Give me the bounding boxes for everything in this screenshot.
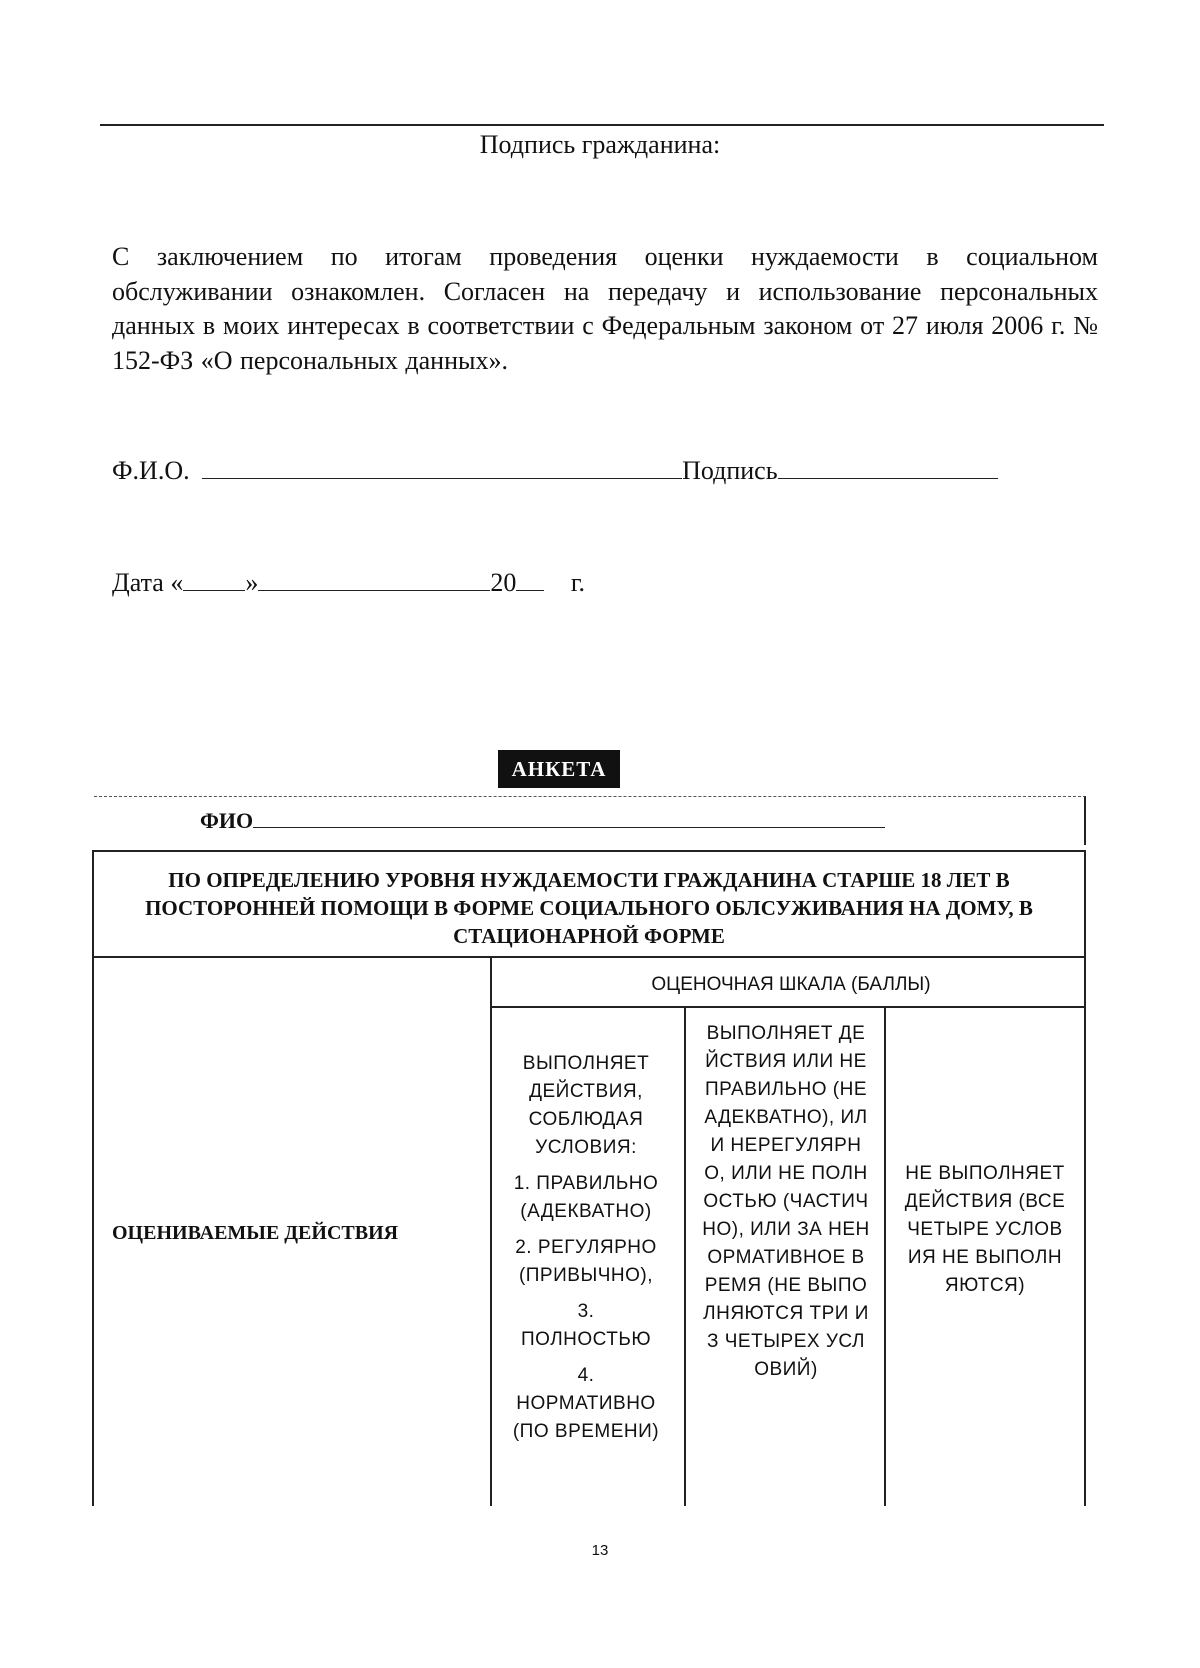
col1-cond4: 4. НОРМАТИВНО (ПО ВРЕМЕНИ): [512, 1365, 660, 1442]
top-signature-rule: [100, 124, 1104, 126]
fio-label: Ф.И.О.: [112, 456, 190, 485]
date-month-field[interactable]: [258, 570, 490, 591]
col1-cond2: 2. РЕГУЛЯРНО (ПРИВЫЧНО),: [515, 1237, 657, 1286]
scale-header: ОЦЕНОЧНАЯ ШКАЛА (БАЛЛЫ): [651, 974, 931, 995]
col1-intro: ВЫПОЛНЯЕТ ДЕЙСТВИЯ, СОБЛЮДАЯ УСЛОВИЯ:: [522, 1053, 650, 1158]
signature-field[interactable]: [778, 458, 998, 479]
year-prefix: 20: [490, 568, 517, 597]
year-suffix: г.: [570, 568, 586, 597]
questionnaire-badge: АНКЕТА: [498, 750, 620, 788]
page-number: 13: [591, 1542, 609, 1559]
actions-header: ОЦЕНИВАЕМЫЕ ДЕЙСТВИЯ: [112, 1222, 399, 1244]
fio-signature-row: [112, 456, 998, 486]
col1-cond3: 3. ПОЛНОСТЬЮ: [520, 1301, 652, 1350]
signature-label: Подпись: [682, 456, 778, 485]
questionnaire-fio-field[interactable]: [253, 809, 885, 828]
scale-col2: ВЫПОЛНЯЕТ ДЕЙСТВИЯ ИЛИ НЕПРАВИЛЬНО (НЕАДЕКВАТНО), ИЛИ НЕРЕГУЛЯРНО, ИЛИ НЕ ПОЛНОСТЬЮ (ЧАСТИЧНО), ИЛИ ЗА НЕНОРМАТИВНОЕ ВРЕМЯ (НЕ ВЫПОЛНЯЮТСЯ ТРИ ИЗ ЧЕТЫРЕХ УСЛОВИЙ): [702, 1023, 870, 1380]
questionnaire-title: ПО ОПРЕДЕЛЕНИЮ УРОВНЯ НУЖДАЕМОСТИ ГРАЖДАНИНА СТАРШЕ 18 ЛЕТ В ПОСТОРОННЕЙ ПОМОЩИ В ФОРМЕ СОЦИАЛЬНОГО ОБЛСУЖИВАНИЯ НА ДОМУ, В СТАЦИОНАРНОЙ ФОРМЕ: [145, 868, 1033, 948]
col1-cond1: 1. ПРАВИЛЬНО (АДЕКВАТНО): [513, 1173, 659, 1222]
date-day-field[interactable]: [183, 570, 245, 591]
fio-field[interactable]: [202, 458, 682, 479]
questionnaire-fio-label: ФИО: [200, 808, 254, 833]
citizen-signature-label: Подпись гражданина:: [479, 130, 721, 159]
scale-col3: НЕ ВЫПОЛНЯЕТ ДЕЙСТВИЯ (ВСЕ ЧЕТЫРЕ УСЛОВИЯ НЕ ВЫПОЛНЯЮТСЯ): [904, 1163, 1066, 1296]
date-row: [112, 568, 585, 598]
date-quote-close: »: [245, 568, 259, 597]
year-field[interactable]: [516, 570, 544, 591]
questionnaire-fio-row: [200, 808, 885, 834]
consent-paragraph: С заключением по итогам проведения оценки нуждаемости в социальном обслуживании ознакомлен. Согласен на передачу и использование персональных данных в моих интересах в соответствии с Федеральным законом от 27 июля 2006 г. № 152-ФЗ «О персональных данных».: [112, 242, 1098, 375]
scale-col1: [510, 1050, 662, 1454]
date-label: Дата «: [112, 568, 184, 597]
